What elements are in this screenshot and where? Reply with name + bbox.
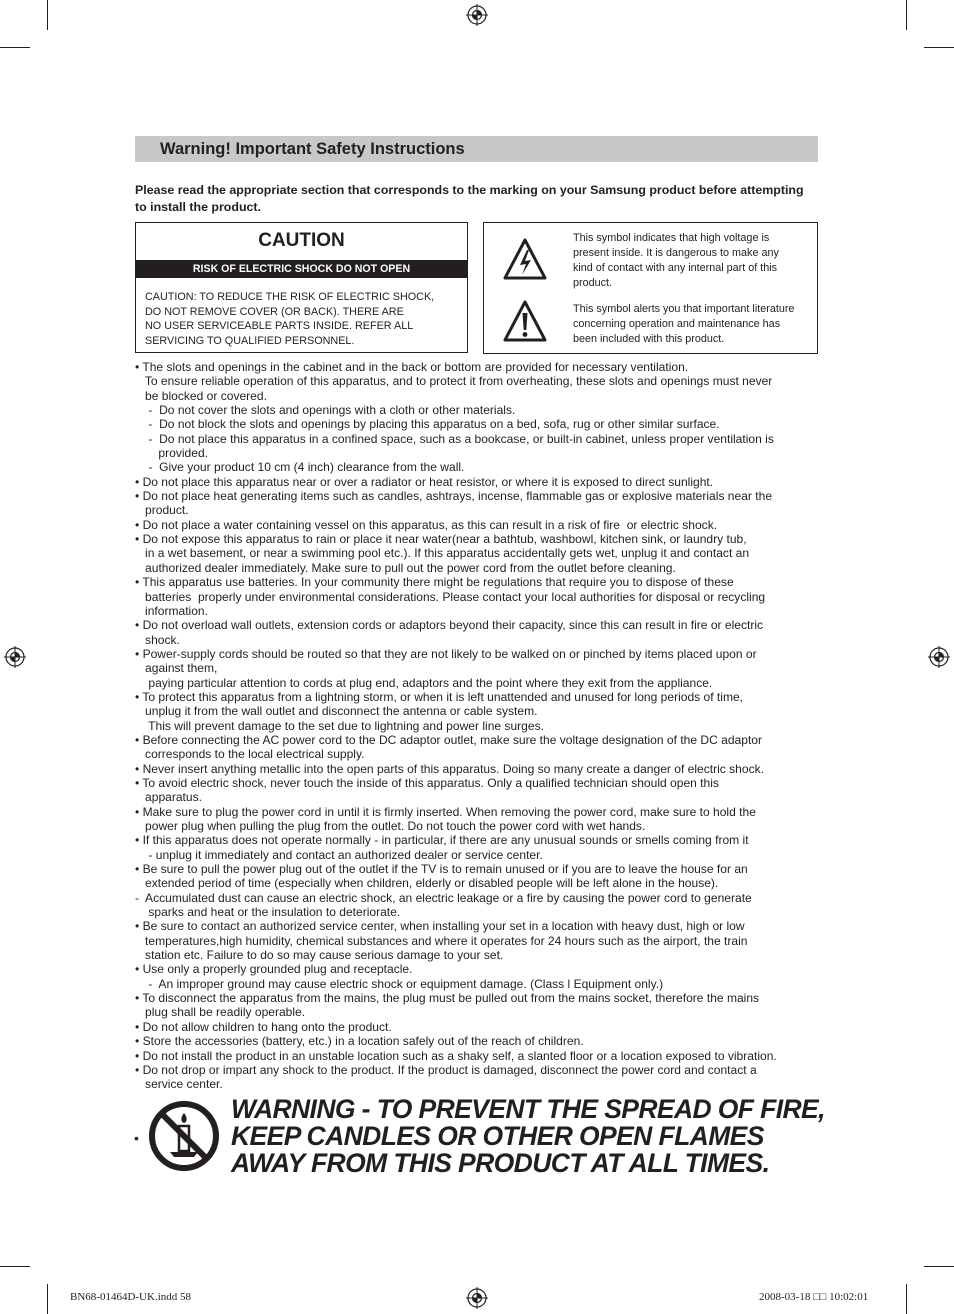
instruction-line: • Make sure to plug the power cord in until it is firmly inserted. When removing the power cord, make sure to hold the [135,804,756,819]
instruction-line: • Store the accessories (battery, etc.) in a location safely out of the reach of children. [135,1034,584,1049]
instruction-line: • To disconnect the apparatus from the mains, the plug must be pulled out from the mains socket, therefore the mains [135,991,760,1006]
instruction-line: temperatures,high humidity, chemical substances and where it operates for 24 hours such as the airport, the train [135,933,748,948]
symbol-text-line: This symbol alerts you that important literature [573,303,795,315]
instruction-line: - Give your product 10 cm (4 inch) clearance from the wall. [135,460,465,475]
instruction-line: • Do not install the product in an unstable location such as a shaky self, a slanted floor or a location exposed to vibration. [135,1048,777,1063]
voltage-symbol-text [573,231,815,291]
instruction-line: • Do not place a water containing vessel on this apparatus, as this can result in a risk of fire or electric shock. [135,517,718,532]
caution-line: CAUTION: TO REDUCE THE RISK OF ELECTRIC SHOCK, [145,291,435,303]
instruction-line: unplug it from the wall outlet and disconnect the antenna or cable system. [135,704,538,719]
symbol-text-line: product. [573,277,613,289]
caution-line: DO NOT REMOVE COVER (OR BACK). THERE ARE [145,305,404,318]
instruction-line: • Before connecting the AC power cord to the DC adaptor outlet, make sure the voltage designation of the DC adaptor [135,732,763,747]
safety-instructions-list [135,360,817,1092]
caution-box [135,222,468,353]
instruction-line: - An improper ground may cause electric shock or equipment damage. (Class l Equipment only.) [135,976,664,991]
crop-mark [924,1266,954,1267]
instruction-line: corresponds to the local electrical supply. [135,747,365,762]
caution-title: CAUTION [258,230,345,251]
risk-banner: RISK OF ELECTRIC SHOCK DO NOT OPEN [136,260,467,278]
caution-line: NO USER SERVICEABLE PARTS INSIDE. REFER ALL [145,320,414,332]
warning-line: KEEP CANDLES OR OTHER OPEN FLAMES [231,1121,764,1151]
instruction-line: station etc. Failure to do so may cause serious damage to your set. [135,948,504,963]
instruction-line: • This apparatus use batteries. In your community there might be regulations that require you to dispose of these [135,575,734,590]
symbol-text-line: This symbol indicates that high voltage is [573,232,770,244]
instruction-line: • Be sure to pull the power plug out of the outlet if the TV is to remain unused or if you are to leave the house for an [135,862,748,877]
instruction-line: To ensure reliable operation of this apparatus, and to protect it from overheating, these slots and openings must never [135,374,773,389]
caution-line: SERVICING TO QUALIFIED PERSONNEL. [145,334,355,347]
instruction-line: - unplug it immediately and contact an authorized dealer or service center. [135,847,543,862]
crop-mark [0,47,30,48]
instruction-line: product. [135,503,189,518]
instruction-line: plug shall be readily operable. [135,1005,306,1020]
instruction-line: power plug when pulling the plug from the outlet. Do not touch the power cord with wet hands. [135,819,646,833]
instruction-line: • To protect this apparatus from a lightning storm, or when it is left unattended and unused for long periods of time, [135,689,744,704]
instruction-line: batteries properly under environmental considerations. Please contact your local authorities for disposal or recycling [135,589,766,604]
warning-bullet: • [134,1130,139,1146]
instruction-line: • Do not place this apparatus near or over a radiator or heat resistor, or where it is exposed to direct sunlight. [135,474,714,489]
crop-mark [924,47,954,48]
instruction-line: • Do not allow children to hang onto the product. [135,1019,392,1034]
instruction-line: paying particular attention to cords at plug end, adaptors and the point where they exit from the appliance. [135,675,713,690]
instruction-line: - Accumulated dust can cause an electric shock, an electric leakage or a fire by causing the power cord to generate [135,890,752,905]
crop-mark [906,0,907,30]
symbol-text-line: concerning operation and maintenance has [573,318,781,330]
crop-mark [0,1266,30,1267]
instruction-line: - Do not block the slots and openings by placing this apparatus on a bed, sofa, rug or other similar surface. [135,417,720,432]
instruction-line: • Do not overload wall outlets, extension cords or adaptors beyond their capacity, since this can result in fire or electric [135,618,764,633]
instruction-line: • Do not drop or impart any shock to the product. If the product is damaged, disconnect the power cord and contact a [135,1062,757,1077]
warning-line: WARNING - TO PREVENT THE SPREAD OF FIRE, [231,1094,825,1124]
section-header [135,136,818,162]
instruction-line: against them, [135,661,218,676]
registration-mark-icon [466,1287,488,1309]
instruction-line: • Power-supply cords should be routed so that they are not likely to be walked on or pinched by items placed upon or [135,646,757,661]
instruction-line: extended period of time (especially when children, elderly or disabled people will be left alone in the house). [135,876,719,891]
instruction-line: • Never insert anything metallic into the open parts of this apparatus. Doing so many create a danger of electric shock. [135,761,764,776]
registration-mark-icon [928,646,950,668]
registration-mark-icon [466,4,488,26]
footer-timestamp: 2008-03-18 □□ 10:02:01 [759,1291,869,1303]
instruction-line: provided. [135,446,208,461]
high-voltage-warning-icon [502,237,548,281]
crop-mark [47,0,48,30]
instruction-line: apparatus. [135,790,202,805]
instruction-line: • The slots and openings in the cabinet and in the back or bottom are provided for necessary ventilation. [135,360,689,374]
registration-mark-icon [4,646,26,668]
footer-filename: BN68-01464D-UK.indd 58 [70,1291,191,1303]
section-title: Warning! Important Safety Instructions [160,140,465,158]
instruction-line: - Do not cover the slots and openings with a cloth or other materials. [135,403,516,418]
symbol-text-line: been included with this product. [573,333,725,345]
instruction-line: sparks and heat or the insulation to deteriorate. [135,905,401,920]
instruction-line: • Do not expose this apparatus to rain or place it near water(near a bathtub, washbowl, kitchen sink, or laundry tub, [135,532,747,547]
instruction-line: be blocked or covered. [135,388,267,403]
fire-warning-text [231,1096,831,1177]
instruction-line: service center. [135,1077,223,1092]
exclamation-warning-icon [502,299,548,343]
symbol-text-line: present inside. It is dangerous to make any [573,247,779,259]
instruction-line: • Be sure to contact an authorized service center, when installing your set in a location with heavy dust, high or low [135,919,745,934]
instruction-line: information. [135,603,208,618]
symbol-text-line: kind of contact with any internal part of this [573,262,778,274]
instruction-line: • If this apparatus does not operate normally - in particular, if there are any unusual sounds or smells coming from it [135,833,749,848]
warning-line: AWAY FROM THIS PRODUCT AT ALL TIMES. [231,1148,770,1178]
symbols-box [483,222,818,354]
instruction-line: authorized dealer immediately. Make sure to pull out the power cord from the outlet before cleaning. [135,560,676,575]
caution-text [145,290,463,348]
literature-symbol-text [573,302,815,347]
intro-text: Please read the appropriate section that corresponds to the marking on your Samsung product before attempting to install the product. [135,183,804,214]
no-candles-icon [148,1100,220,1172]
instruction-line: • Use only a properly grounded plug and receptacle. [135,962,413,977]
instruction-line: • Do not place heat generating items such as candles, ashtrays, incense, flammable gas or explosive materials near the [135,489,773,504]
instruction-line: • To avoid electric shock, never touch the inside of this apparatus. Only a qualified technician should open this [135,775,719,790]
instruction-line: This will prevent damage to the set due to lightning and power line surges. [135,718,544,733]
crop-mark [906,1284,907,1314]
crop-mark [47,1284,48,1314]
instruction-line: in a wet basement, or near a swimming pool etc.). If this apparatus accidentally gets wet, unplug it and contact an [135,546,750,561]
instruction-line: - Do not place this apparatus in a confined space, such as a bookcase, or built-in cabinet, unless proper ventilation is [135,431,774,446]
instruction-line: shock. [135,632,180,647]
